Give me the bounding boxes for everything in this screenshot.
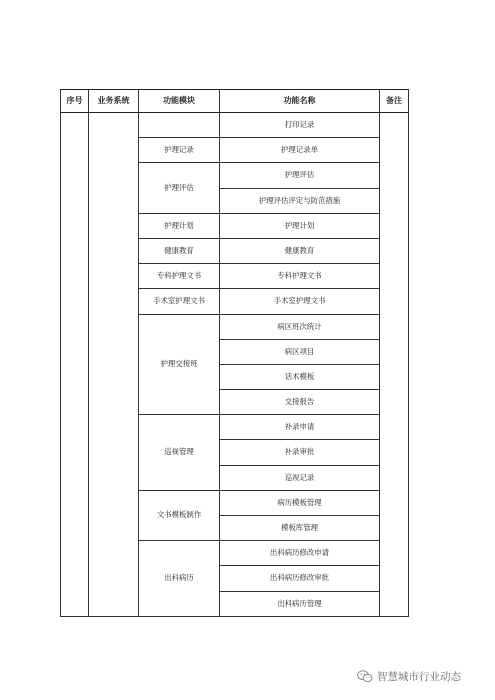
module-cell: 护理计划: [139, 213, 220, 238]
header-function: 功能名称: [220, 90, 380, 113]
header-system: 业务系统: [89, 90, 139, 113]
function-cell: 护理记录单: [220, 138, 380, 163]
function-cell: 出科病历修改申请: [220, 541, 380, 566]
module-cell: 护理评估: [139, 163, 220, 213]
system-cell: [89, 113, 139, 617]
function-cell: 补录申请: [220, 415, 380, 440]
function-cell: 出科病历管理: [220, 591, 380, 616]
remark-cell: [380, 113, 409, 617]
function-cell: 模板库管理: [220, 516, 380, 541]
function-cell: 病历模板管理: [220, 490, 380, 515]
function-cell: 打印记录: [220, 113, 380, 138]
module-cell: 文书模板制作: [139, 490, 220, 540]
module-cell: 手术室护理文书: [139, 289, 220, 314]
module-cell: 健康教育: [139, 238, 220, 263]
function-cell: 话术模板: [220, 364, 380, 389]
table-header-row: [61, 90, 409, 113]
module-cell-empty: [139, 113, 220, 138]
function-cell: 出科病历修改审批: [220, 566, 380, 591]
function-cell: 交接报告: [220, 390, 380, 415]
function-cell: 补录审批: [220, 440, 380, 465]
module-cell: 护理记录: [139, 138, 220, 163]
function-cell: 护理评估: [220, 163, 380, 188]
module-cell: 护理交接班: [139, 314, 220, 415]
function-cell: 病区班次统计: [220, 314, 380, 339]
header-remark: 备注: [380, 90, 409, 113]
wechat-icon: [357, 670, 373, 683]
function-cell: 护理计划: [220, 213, 380, 238]
module-cell: 出科病历: [139, 541, 220, 617]
function-table: [60, 89, 409, 617]
watermark-text: 智慧城市行业动态: [377, 671, 461, 683]
watermark: [357, 669, 461, 684]
table-row: [61, 113, 409, 138]
function-cell: 病区项目: [220, 339, 380, 364]
function-cell: 巡视记录: [220, 465, 380, 490]
header-index: 序号: [61, 90, 89, 113]
header-module: 功能模块: [139, 90, 220, 113]
function-cell: 手术室护理文书: [220, 289, 380, 314]
function-cell: 专科护理文书: [220, 264, 380, 289]
function-cell: 健康教育: [220, 238, 380, 263]
index-cell: [61, 113, 89, 617]
module-cell: 巡视管理: [139, 415, 220, 491]
function-cell: 护理评估评定与防范措施: [220, 188, 380, 213]
module-cell: 专科护理文书: [139, 264, 220, 289]
